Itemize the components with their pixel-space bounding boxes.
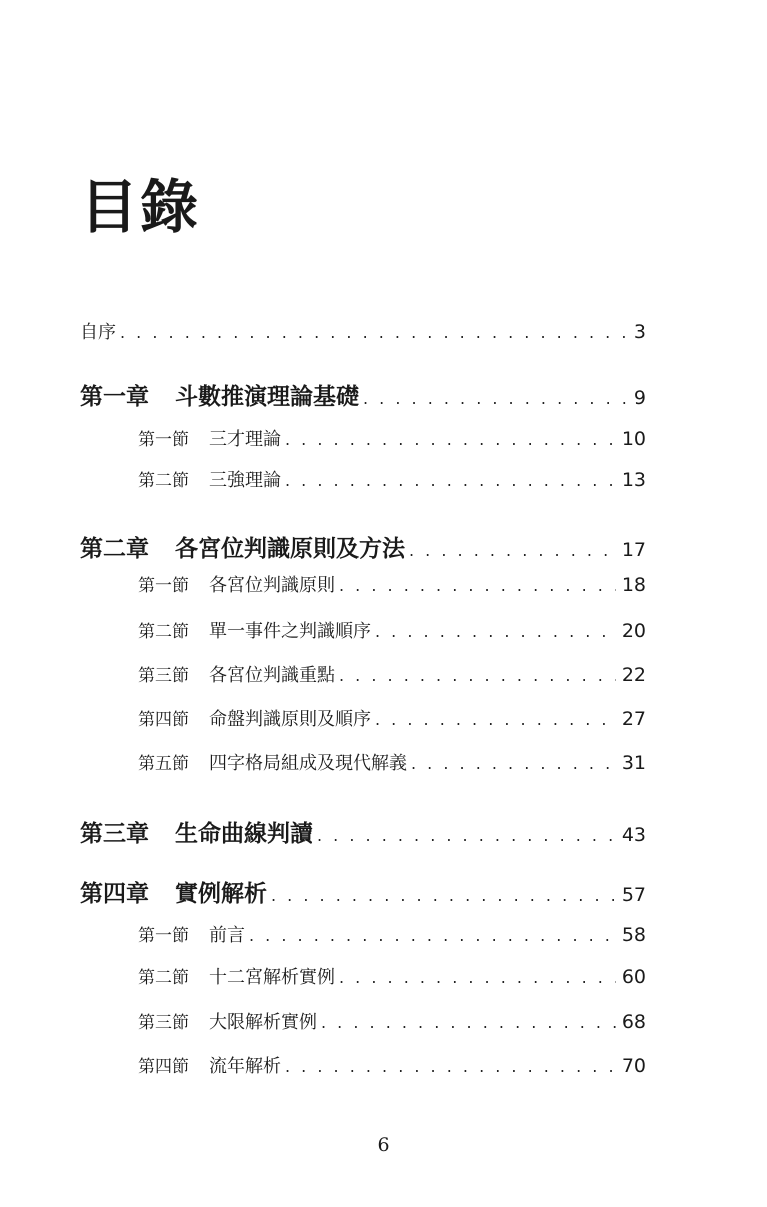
toc-entry-section: [138, 425, 646, 451]
section-number: 第三節: [138, 1013, 189, 1033]
dot-leader: [375, 710, 616, 729]
dot-leader: [285, 471, 616, 490]
section-title: 前言: [209, 925, 245, 946]
page-ref: 27: [621, 708, 646, 730]
dot-leader: [375, 622, 616, 641]
page-ref: 18: [621, 574, 646, 596]
toc-entry-chapter: [80, 530, 646, 563]
preface-label: 自序: [80, 322, 116, 343]
dot-leader: [409, 541, 616, 560]
toc-entry-chapter: [80, 815, 646, 848]
toc-entry-preface: [80, 318, 646, 344]
section-title: 單一事件之判識順序: [209, 621, 371, 642]
section-title: 各宮位判識原則: [209, 575, 335, 596]
dot-leader: [363, 389, 628, 408]
section-number: 第二節: [138, 471, 189, 491]
section-number: 第一節: [138, 576, 189, 596]
page-ref: 10: [621, 428, 646, 450]
section-title: 四字格局組成及現代解義: [209, 753, 407, 774]
chapter-number: 第三章: [80, 820, 149, 847]
section-title: 命盤判識原則及順序: [209, 709, 371, 730]
toc-entry-section: [138, 571, 646, 597]
toc-entry-chapter: [80, 875, 646, 908]
toc-entry-section: [138, 921, 646, 947]
page-number: 6: [377, 1134, 390, 1156]
section-number: 第四節: [138, 1057, 189, 1077]
section-title: 三強理論: [209, 470, 281, 491]
page-ref: 60: [621, 966, 646, 988]
page-ref: 70: [621, 1055, 646, 1077]
toc-entry-section: [138, 963, 646, 989]
page-ref: 17: [621, 539, 646, 561]
dot-leader: [120, 323, 628, 342]
toc-entry-section: [138, 466, 646, 492]
page-ref: 22: [621, 664, 646, 686]
dot-leader: [411, 754, 616, 773]
page-title: 目錄: [80, 173, 201, 241]
chapter-title: 斗數推演理論基礎: [175, 383, 359, 410]
toc-entry-section: [138, 705, 646, 731]
page-ref: 43: [621, 824, 646, 846]
dot-leader: [285, 430, 616, 449]
page-ref: 68: [621, 1011, 646, 1033]
page-ref: 3: [633, 321, 646, 343]
toc-entry-section: [138, 1052, 646, 1078]
dot-leader: [321, 1013, 616, 1032]
dot-leader: [339, 666, 616, 685]
section-number: 第一節: [138, 926, 189, 946]
chapter-title: 生命曲線判讀: [175, 820, 313, 847]
section-number: 第五節: [138, 754, 189, 774]
chapter-title: 實例解析: [175, 880, 267, 907]
section-number: 第一節: [138, 430, 189, 450]
section-title: 流年解析: [209, 1056, 281, 1077]
section-title: 各宮位判識重點: [209, 665, 335, 686]
page-ref: 13: [621, 469, 646, 491]
toc-entry-section: [138, 1008, 646, 1034]
dot-leader: [249, 926, 616, 945]
toc-entry-chapter: [80, 378, 646, 411]
dot-leader: [317, 826, 616, 845]
toc-entry-section: [138, 749, 646, 775]
chapter-number: 第二章: [80, 535, 149, 562]
dot-leader: [339, 576, 616, 595]
section-number: 第四節: [138, 710, 189, 730]
dot-leader: [339, 968, 616, 987]
section-title: 十二宮解析實例: [209, 967, 335, 988]
page-ref: 20: [621, 620, 646, 642]
section-number: 第二節: [138, 968, 189, 988]
section-title: 大限解析實例: [209, 1012, 317, 1033]
toc-entry-section: [138, 661, 646, 687]
page-ref: 58: [621, 924, 646, 946]
chapter-number: 第四章: [80, 880, 149, 907]
page-ref: 31: [621, 752, 646, 774]
dot-leader: [285, 1057, 616, 1076]
page-ref: 57: [621, 884, 646, 906]
section-number: 第三節: [138, 666, 189, 686]
chapter-title: 各宮位判識原則及方法: [175, 535, 405, 562]
page-ref: 9: [633, 387, 646, 409]
dot-leader: [271, 886, 616, 905]
toc-entry-section: [138, 617, 646, 643]
section-number: 第二節: [138, 622, 189, 642]
chapter-number: 第一章: [80, 383, 149, 410]
section-title: 三才理論: [209, 429, 281, 450]
